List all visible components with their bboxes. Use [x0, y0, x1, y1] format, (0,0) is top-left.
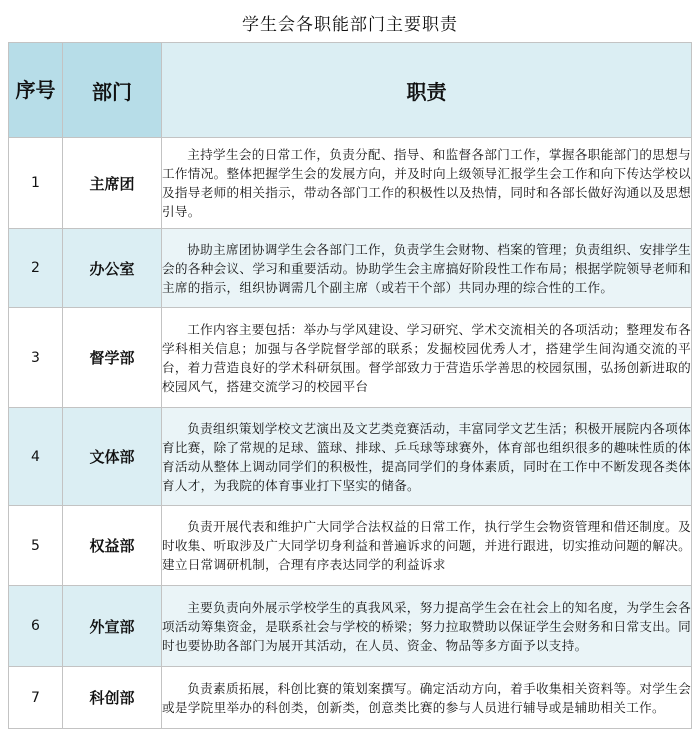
row-duty: 负责组织策划学校文艺演出及文艺类竞赛活动，丰富同学文艺生活；积极开展院内各项体育比赛，除了常规的足球、篮球、排球、乒乓球等球赛外，体育部也组织很多的趣味性质的体育活动从整体上调动同学们的积极性，提高同学们的身体素质，同时在工作中不断发现各类体育人才，为我院的体育事业打下坚实的储备。 — [162, 408, 692, 506]
row-number: 1 — [9, 138, 63, 229]
row-department: 科创部 — [63, 667, 162, 729]
row-department: 外宣部 — [63, 586, 162, 667]
header-number — [9, 43, 63, 138]
table-row — [9, 408, 692, 506]
header-duty: 职责 — [162, 43, 692, 138]
row-duty: 协助主席团协调学生会各部门工作，负责学生会财物、档案的管理；负责组织、安排学生会的各种会议、学习和重要活动。协助学生会主席搞好阶段性工作布局；根据学院领导老师和主席的指示，组织协调需几个副主席（或若干个部）共同办理的综合性的工作。 — [162, 229, 692, 308]
header-department: 部门 — [63, 43, 162, 138]
row-number: 5 — [9, 506, 63, 586]
row-department: 办公室 — [63, 229, 162, 308]
row-number: 6 — [9, 586, 63, 667]
row-duty: 负责开展代表和维护广大同学合法权益的日常工作，执行学生会物资管理和借还制度。及时收集、听取涉及广大同学切身利益和普遍诉求的问题，并进行跟进，切实推动问题的解决。建立日常调研机制，合理有序表达同学的利益诉求 — [162, 506, 692, 586]
row-department: 主席团 — [63, 138, 162, 229]
row-duty: 负责素质拓展，科创比赛的策划案撰写。确定活动方向，着手收集相关资料等。对学生会或是学院里举办的科创类，创新类，创意类比赛的参与人员进行辅导或是辅助相关工作。 — [162, 667, 692, 729]
table-row — [9, 138, 692, 229]
row-department: 督学部 — [63, 308, 162, 408]
table-row — [9, 506, 692, 586]
row-department: 权益部 — [63, 506, 162, 586]
duties-table — [8, 42, 692, 729]
row-number: 2 — [9, 229, 63, 308]
table-row — [9, 229, 692, 308]
row-number: 3 — [9, 308, 63, 408]
table-row — [9, 308, 692, 408]
row-duty: 工作内容主要包括：举办与学风建设、学习研究、学术交流相关的各项活动；整理发布各学科相关信息；加强与各学院督学部的联系；发掘校园优秀人才，搭建学生间沟通交流的平台，着力营造良好的学术科研氛围。督学部致力于营造乐学善思的校园氛围，弘扬创新进取的校园风气，搭建交流学习的校园平台 — [162, 308, 692, 408]
table-row — [9, 667, 692, 729]
row-number: 7 — [9, 667, 63, 729]
table-header-row — [9, 43, 692, 138]
table-row — [9, 586, 692, 667]
row-duty: 主要负责向外展示学校学生的真我风采，努力提高学生会在社会上的知名度，为学生会各项活动筹集资金，是联系社会与学校的桥梁；努力拉取赞助以保证学生会财务和日常支出。同时也要协助各部门为展开其活动，在人员、资金、物品等多方面予以支持。 — [162, 586, 692, 667]
row-number: 4 — [9, 408, 63, 506]
row-duty: 主持学生会的日常工作，负责分配、指导、和监督各部门工作，掌握各职能部门的思想与工作情况。整体把握学生会的发展方向，并及时向上级领导汇报学生会工作和向下传达学校以及指导老师的相关指示，带动各部门工作的积极性以及热情，同时和各部长做好沟通以及思想引导。 — [162, 138, 692, 229]
header-number-label: 序号 — [15, 78, 56, 102]
page-title: 学生会各职能部门主要职责 — [242, 15, 458, 35]
row-department: 文体部 — [63, 408, 162, 506]
